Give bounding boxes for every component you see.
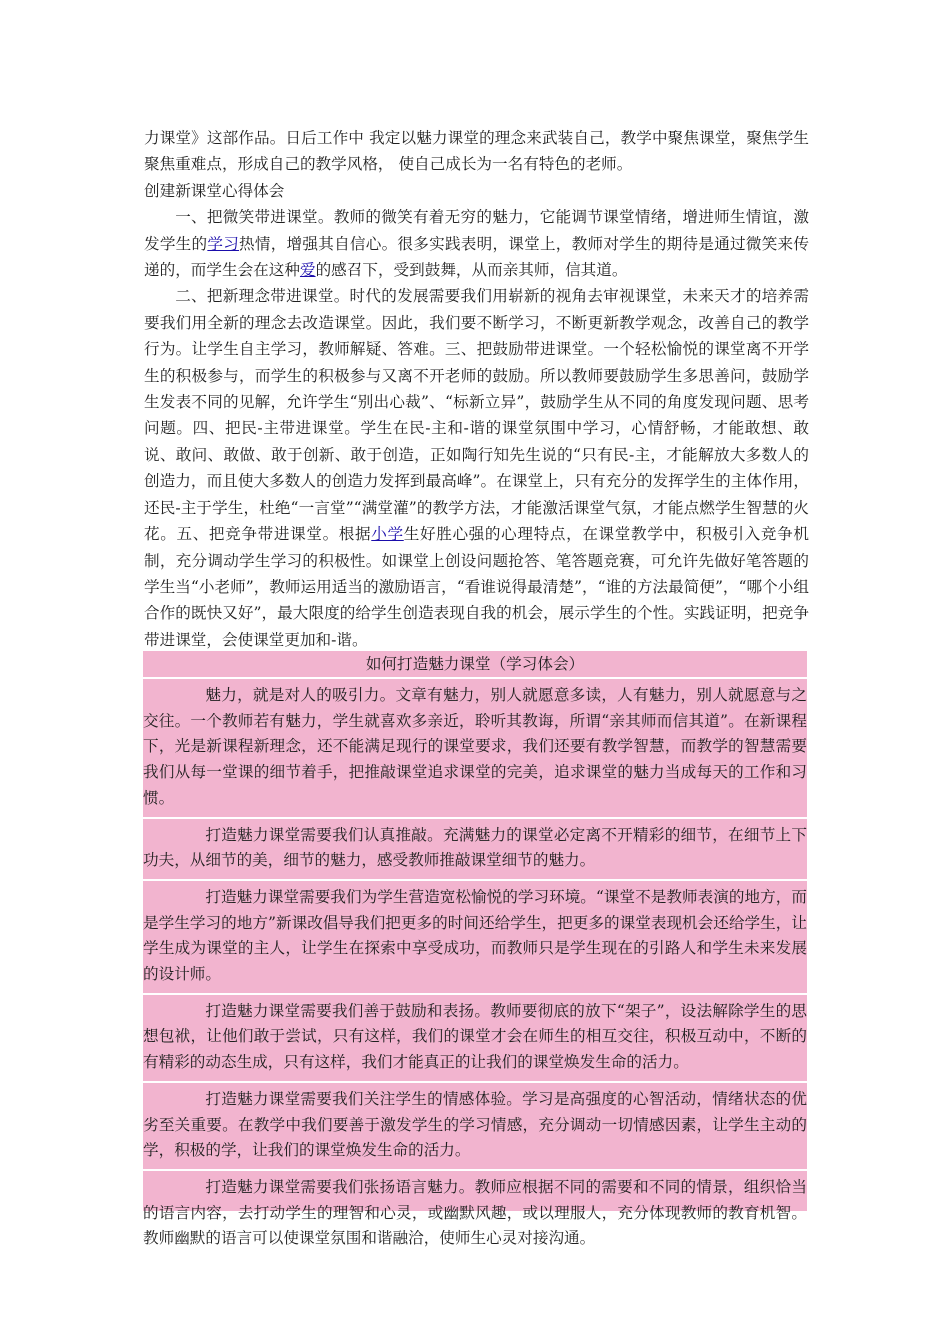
box-paragraph-6: 打造魅力课堂需要我们张扬语言魅力。教师应根据不同的需要和不同的情景，组织恰当的语言内容，去打动学生的理智和心灵，或幽默风趣，或以理服人，充分体现教师的教育机智。教师幽默的语言可以使课堂氛围和谐融洽，使师生心灵对接沟通。 bbox=[143, 1177, 807, 1248]
intro-paragraph: 力课堂》这部作品。日后工作中 我定以魅力课堂的理念来武装自己，教学中聚焦课堂，聚焦学生聚焦重难点，形成自己的教学风格， 使自己成长为一名有特色的老师。 bbox=[144, 129, 809, 174]
paragraph-1-text-a: 一、把微笑带进课堂。教师的微笑有着无穷的魅力，它能调节课堂情绪，增进师生情谊，激发学生的 bbox=[144, 208, 809, 253]
article-heading: 创建新课堂心得体会 bbox=[144, 181, 285, 200]
paragraph-2-text-a: 二、把新理念带进课堂。时代的发展需要我们用崭新的视角去审视课堂，未来天才的培养需要我们用全新的理念去改造课堂。因此，我们要不断学习，不断更新教学观念，改善自己的教学行为。让学生自主学习，教师解疑、答难。三、把鼓励带进课堂。一个轻松愉悦的课堂离不开学生的积极参与，而学生的积极参与又离不开老师的鼓励。所以教师要鼓励学生多思善问，鼓励学生发表不同的见解，允许学生“别出心裁”、“标新立异”，鼓励学生从不同的角度发现问题、思考问题。四、把民-主带进课堂。学生在民-主和-谐的课堂氛围中学习，心情舒畅，才能敢想、敢说、敢问、敢做、敢于创新、敢于创造，正如陶行知先生说的“只有民-主，才能解放大多数人的创造力，而且使大多数人的创造力发挥到最高峰”。在课堂上，只有充分的发挥学生的主体作用，还民-主于学生，杜绝“一言堂”“满堂灌”的教学方法，才能激活课堂气氛，才能点燃学生智慧的火花。五、把竞争带进课堂。根据 bbox=[144, 287, 809, 544]
box-paragraph-1: 魅力，就是对人的吸引力。文章有魅力，别人就愿意多读，人有魅力，别人就愿意与之交往。一个教师若有魅力，学生就喜欢多亲近，聆听其教诲，所谓“亲其师而信其道”。在新课程下，光是新课程新理念，还不能满足现行的课堂要求，我们还要有教学智慧，而教学的智慧需要我们从每一堂课的细节着手，把推敲课堂追求课堂的完美，追求课堂的魅力当成每天的工作和习惯。 bbox=[143, 686, 807, 807]
box-section bbox=[143, 995, 807, 1083]
paragraph-2 bbox=[144, 283, 809, 653]
box-section bbox=[143, 1171, 807, 1257]
highlight-box bbox=[143, 651, 807, 1248]
paragraph-2-text-b: 生好胜心强的心理特点，在课堂教学中，积极引入竞争机制，充分调动学生学习的积极性。如课堂上创设问题抢答、笔答题竞赛，可允许先做好笔答题的学生当“小老师”，教师运用适当的激励语言，“看谁说得最清楚”，“谁的方法最简便”，“哪个小组合作的既快又好”，最大限度的给学生创造表现自我的机会，展示学生的个性。实践证明，把竞争带进课堂，会使课堂更加和-谐。 bbox=[144, 525, 809, 649]
box-paragraph-2: 打造魅力课堂需要我们认真推敲。充满魅力的课堂必定离不开精彩的细节，在细节上下功夫，从细节的美，细节的魅力，感受教师推敲课堂细节的魅力。 bbox=[143, 825, 807, 870]
paragraph-1 bbox=[144, 204, 809, 283]
box-section bbox=[143, 679, 807, 819]
box-title: 如何打造魅力课堂（学习体会） bbox=[143, 651, 807, 679]
box-section bbox=[143, 819, 807, 881]
link-xiaoxue[interactable]: 小学 bbox=[371, 525, 404, 544]
box-section bbox=[143, 881, 807, 995]
link-xuexi[interactable]: 学习 bbox=[207, 234, 240, 253]
paragraph-1-text-b: 热情，增强其自信心。很多实践表明，课堂上，教师对学生的期待是通过微笑来传递的，而学生会在这种 bbox=[144, 234, 809, 280]
box-paragraph-3: 打造魅力课堂需要我们为学生营造宽松愉悦的学习环境。“课堂不是教师表演的地方，而是学生学习的地方”新课改倡导我们把更多的时间还给学生，把更多的课堂表现机会还给学生，让学生成为课堂的主人，让学生在探索中享受成功，而教师只是学生现在的引路人和学生未来发展的设计师。 bbox=[143, 887, 807, 984]
link-ai[interactable]: 爱 bbox=[299, 261, 316, 280]
box-paragraph-5: 打造魅力课堂需要我们关注学生的情感体验。学习是高强度的心智活动，情绪状态的优劣至关重要。在教学中我们要善于激发学生的学习情感，充分调动一切情感因素，让学生主动的学，积极的学，让我们的课堂焕发生命的活力。 bbox=[143, 1089, 807, 1160]
box-section bbox=[143, 1083, 807, 1171]
box-paragraph-4: 打造魅力课堂需要我们善于鼓励和表扬。教师要彻底的放下“架子”，设法解除学生的思想包袱，让他们敢于尝试，只有这样，我们的课堂才会在师生的相互交往，积极互动中，不断的有精彩的动态生成，只有这样，我们才能真正的让我们的课堂焕发生命的活力。 bbox=[143, 1001, 807, 1072]
article-body bbox=[144, 125, 809, 653]
paragraph-1-text-c: 的感召下，受到鼓舞，从而亲其师，信其道。 bbox=[315, 261, 628, 280]
